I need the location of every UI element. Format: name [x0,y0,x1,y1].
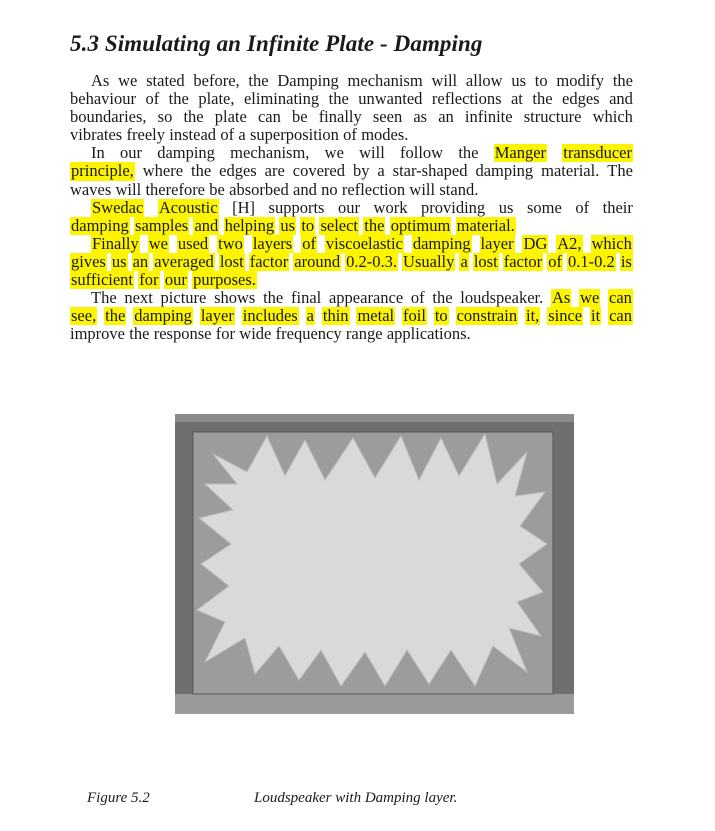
text-word: viscoelastic [325,233,403,253]
text-word: before, [193,71,240,90]
text-word: purposes. [193,270,256,290]
text-word: for [215,324,235,344]
text-word: be [209,179,225,199]
text-word: shows [214,288,256,308]
text-word: we [324,143,344,163]
text-word: behaviour [70,89,136,109]
text-word: waves [70,179,112,199]
text-word: by [352,161,370,181]
text-line [70,72,633,90]
text-word: us [498,197,514,217]
text-word: of [548,251,562,271]
text-word: edges [562,89,600,109]
text-word: seen [372,107,403,127]
text-word: Usually [403,251,455,271]
text-word: will [115,179,142,199]
text-word: two [218,233,243,253]
text-word: since [548,306,583,326]
text-word: absorbed [229,179,289,199]
text-word: plate, [198,89,235,109]
text-word: applications. [386,324,471,344]
text-word: and [194,215,219,235]
text-word: In [91,143,105,163]
text-line [70,181,633,199]
text-word: select [320,215,359,235]
text-line [70,289,633,307]
text-word: the [168,89,189,109]
text-word: around [294,251,341,271]
text-word: averaged [154,251,214,271]
text-word: factor [503,251,543,271]
text-word: the [328,89,349,109]
text-word: factor [249,251,289,271]
text-word: no [321,179,338,199]
text-line [70,144,633,162]
text-word: supports [268,197,325,217]
text-word: foil [403,306,426,326]
text-word: see, [71,306,97,326]
text-word: mechanism [347,71,423,90]
text-word: picture [160,288,207,308]
text-word: the [364,215,385,235]
text-word: some [526,197,562,217]
text-word: be [291,107,308,127]
text-word: to [301,215,315,235]
text-word: our [119,143,142,163]
text-word: The [607,161,633,181]
text-word: edges [219,161,257,181]
body-text [70,72,633,343]
text-word: A2, [557,233,582,253]
text-word: to [534,71,548,90]
text-word: mechanism, [230,143,310,163]
loudspeaker-photo [175,414,574,714]
text-word: superposition [249,125,339,145]
text-word: will [409,179,436,199]
text-word: covered [292,161,345,181]
text-word: a [238,125,246,145]
text-word: the [129,324,150,344]
section-title: 5.3 Simulating an Infinite Plate - Damping [70,31,483,56]
text-word: an [438,107,454,127]
text-word: gives [71,251,106,271]
text-word: freely [126,125,165,145]
text-word: damping [134,306,192,326]
text-word: instead [169,125,217,145]
text-word: reflections [431,89,502,109]
text-line [70,126,633,144]
text-word: a [377,161,385,181]
text-word: stated [146,71,185,90]
text-word: for [139,270,159,290]
text-word: used [177,233,209,253]
text-word: reflection [341,179,406,199]
text-line [70,325,633,343]
text-word: it, [525,306,540,326]
text-word: As [551,288,571,308]
text-word: thin [322,306,349,326]
text-word: The [91,288,117,308]
text-word: which [591,233,632,253]
text-word: the [183,107,204,127]
text-word: eliminating [243,89,320,109]
text-word: samples [135,215,189,235]
text-line [70,271,633,289]
text-word: allow [465,71,503,90]
text-word: of [145,89,160,109]
text-word: optimum [390,215,451,235]
text-word: and [293,179,317,199]
text-word: of [220,125,235,145]
text-word: modes. [361,125,409,145]
text-word: modify [556,71,605,90]
text-word: star-shaped [392,161,468,181]
text-line [70,253,633,271]
text-word: improve [70,324,125,344]
text-word: material. [541,161,600,181]
text-word: As [91,71,110,90]
text-word: will [359,143,385,163]
text-word: us [280,215,296,235]
text-word: constrain [456,306,518,326]
text-word: us [511,71,527,90]
text-word: follow [400,143,444,163]
text-word: stand. [439,179,479,199]
text-word: us [111,251,127,271]
text-word: which [592,107,633,127]
text-word: 0.1-0.2 [568,251,615,271]
text-word: a [460,251,468,271]
text-word: we [118,71,138,90]
text-word: lost [219,251,244,271]
text-word: are [264,161,285,181]
text-word: so [157,107,173,127]
text-word: our [164,270,187,290]
text-line [70,90,633,108]
text-word: the [458,143,479,163]
text-line [70,235,633,253]
text-line [70,307,633,325]
text-word: the [532,89,553,109]
text-word: appearance [328,288,404,308]
text-word: metal [357,306,395,326]
text-word: layers [252,233,293,253]
text-word: damping [71,215,129,235]
text-word: it [591,306,601,326]
text-word: of [575,197,590,217]
text-word: where [142,161,184,181]
figure-caption: Loudspeaker with Damping layer. [254,790,458,806]
text-word: structure [523,107,582,127]
text-word: range [345,324,383,344]
text-word: a [306,306,314,326]
text-word: layer [200,306,234,326]
text-word: the [263,288,284,308]
text-word: Finally [92,233,139,253]
text-word: Acoustic [158,197,218,217]
text-word: DG [523,233,548,253]
text-word: layer [480,233,514,253]
text-word: can [609,288,632,308]
text-word: unwanted [358,89,423,109]
photo-top-strip [175,414,574,422]
text-word: boundaries, [70,107,147,127]
text-word: wide [239,324,272,344]
figure-label: Figure 5.2 [87,790,150,806]
text-word: Swedac [92,197,144,217]
text-word: material. [456,215,515,235]
text-line [70,108,633,126]
text-word: Manger [494,143,547,163]
text-word: to [434,306,448,326]
text-word: is [620,251,632,271]
text-word: sufficient [71,270,134,290]
text-word: the [248,71,269,90]
text-word: can [257,107,281,127]
text-word: infinite [464,107,513,127]
text-word: and [609,89,633,109]
text-word: plate [214,107,247,127]
text-word: frequency [275,324,342,344]
text-word: finally [318,107,362,127]
loudspeaker-photo-svg [175,414,574,714]
text-word: transducer [563,143,632,163]
text-word: as [413,107,428,127]
text-word: loudspeaker. [460,288,544,308]
text-word: of [343,125,357,145]
text-word: damping [475,161,534,181]
text-word: of [410,288,425,308]
text-word: damping [412,233,471,253]
text-word: the [191,161,212,181]
text-word: lost [473,251,498,271]
text-word: therefore [145,179,206,199]
text-word: 0.2-0.3. [346,251,397,271]
text-word: the [105,306,126,326]
text-word: principle, [71,161,134,181]
text-word: our [338,197,360,217]
text-word: helping [224,215,275,235]
text-line [70,217,633,235]
text-word: we [148,233,168,253]
text-word: Damping [277,71,339,90]
text-word: [H] [232,197,255,217]
text-word: can [609,306,632,326]
text-word: an [132,251,149,271]
text-word: the [432,288,453,308]
text-word: of [302,233,316,253]
text-word: the [612,71,633,90]
text-line [70,162,633,180]
text-word: includes [242,306,298,326]
text-word: providing [421,197,486,217]
text-word: we [580,288,600,308]
text-word: final [291,288,322,308]
text-word: damping [157,143,215,163]
text-word: vibrates [70,125,123,145]
text-word: their [602,197,633,217]
photo-floor [175,694,574,714]
text-word: response [153,324,212,344]
text-word: at [510,89,523,109]
text-word: work [373,197,408,217]
text-line [70,199,633,217]
text-word: next [124,288,153,308]
text-word: will [431,71,458,90]
